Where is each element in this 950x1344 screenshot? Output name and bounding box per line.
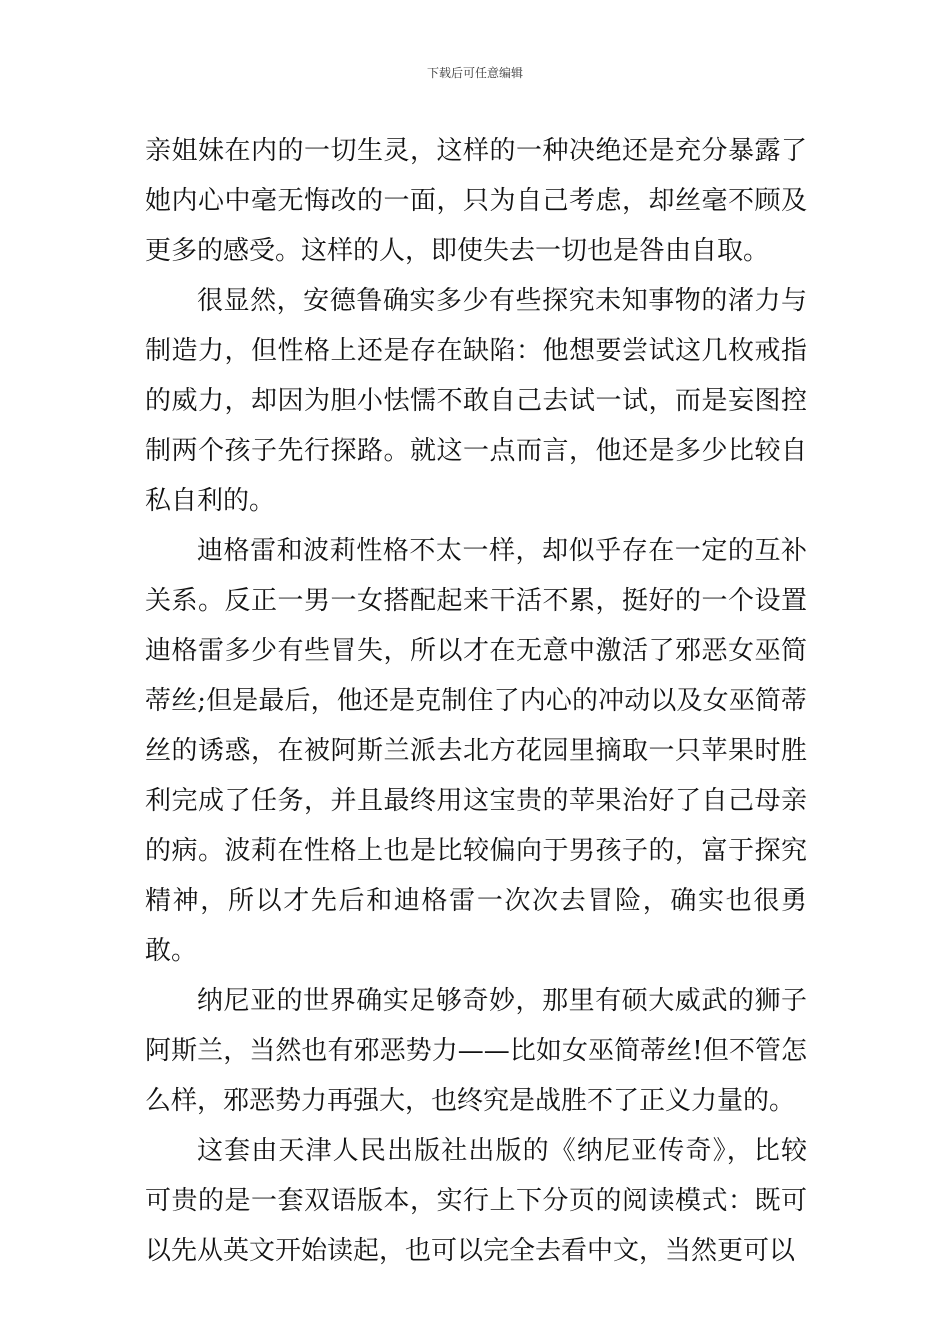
document-body [145,126,807,1276]
page-header: 下载后可任意编辑 [426,66,523,80]
paragraph-1: 亲姐妹在内的一切生灵，这样的一种决绝还是充分暴露了她内心中毫无悔改的一面，只为自己考虑，却丝毫不顾及更多的感受。这样的人，即使失去一切也是咎由自取。 [145,136,807,266]
paragraph-3: 迪格雷和波莉性格不太一样，却似乎存在一定的互补关系。反正一男一女搭配起来干活不累，挺好的一个设置迪格雷多少有些冒失，所以才在无意中激活了邪恶女巫简蒂丝;但是最后，他还是克制住了内心的冲动以及女巫简蒂丝的诱惑，在被阿斯兰派去北方花园里摘取一只苹果时胜利完成了任务，并且最终用这宝贵的苹果治好了自己母亲的病。波莉在性格上也是比较偏向于男孩子的，富于探究精神，所以才先后和迪格雷一次次去冒险，确实也很勇敢。 [145,536,807,966]
paragraph-4: 纳尼亚的世界确实足够奇妙，那里有硕大威武的狮子阿斯兰，当然也有邪恶势力——比如女巫简蒂丝!但不管怎么样，邪恶势力再强大，也终究是战胜不了正义力量的。 [145,986,807,1116]
paragraph-5: 这套由天津人民出版社出版的《纳尼亚传奇》，比较可贵的是一套双语版本，实行上下分页的阅读模式：既可以先从英文开始读起，也可以完全去看中文，当然更可以 [145,1136,807,1266]
paragraph-2: 很显然，安德鲁确实多少有些探究未知事物的渚力与制造力，但性格上还是存在缺陷：他想要尝试这几枚戒指的威力，却因为胆小怯懦不敢自己去试一试，而是妄图控制两个孩子先行探路。就这一点而言，他还是多少比较自私自利的。 [145,286,807,516]
